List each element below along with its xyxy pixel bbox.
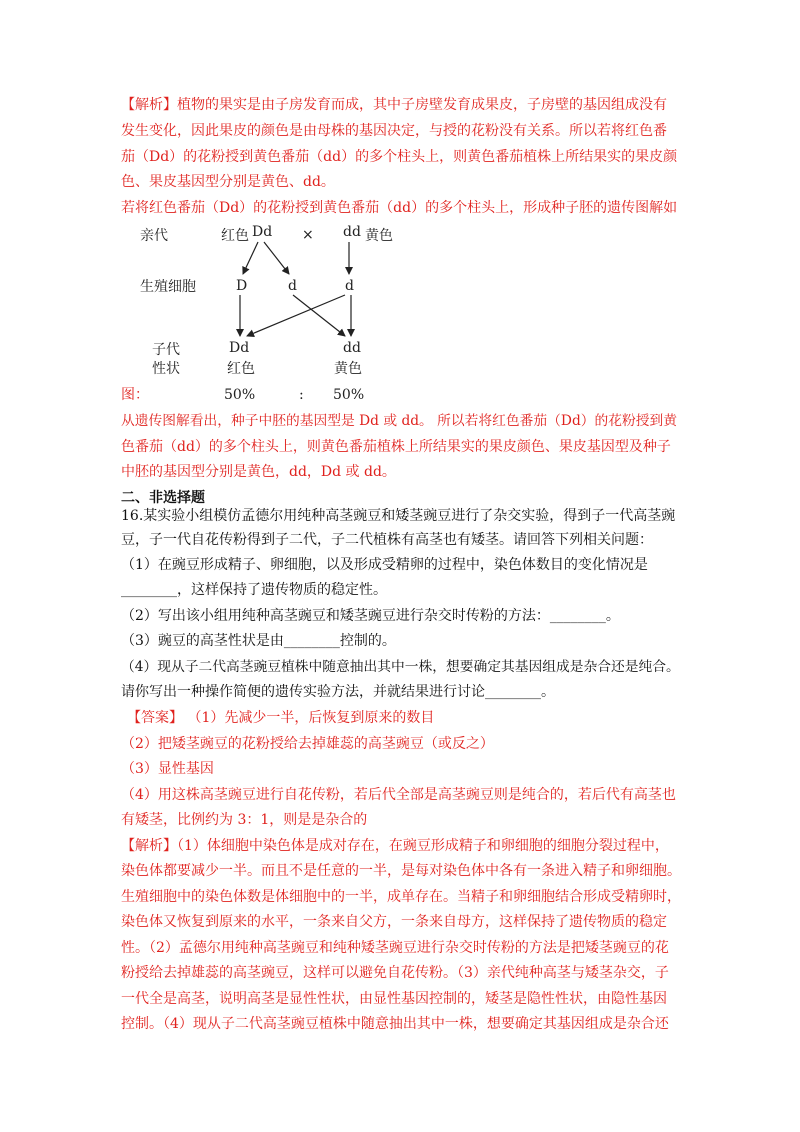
analysis1-line-1: 【解析】植物的果实是由子房发育而成，其中子房壁发育成果皮，子房壁的基因组成没有 [121,97,667,113]
answer-line-2: （2）把矮茎豌豆的花粉授给去掉雄蕊的高茎豌豆（或反之） [121,736,494,752]
parent1-genotype: Dd [252,224,273,240]
analysis3-line-8: 控制。（4）现从子二代高茎豌豆植株中随意抽出其中一株，想要确定其基因组成是杂合还 [121,1016,669,1032]
parent2-color: 黄色 [365,228,393,244]
question-line-5: （2）写出该小组用纯种高茎豌豆和矮茎豌豆进行杂交时传粉的方法：________。 [121,608,620,624]
analysis2-line-1: 从遗传图解看出，种子中胚的基因型是 Dd 或 dd。 所以若将红色番茄（Dd）的花粉授到黄 [121,413,677,429]
ratio-separator: : [299,387,304,403]
figure-label: 图： [121,387,149,403]
analysis3-line-7: 一代全是高茎，说明高茎是显性性状，由显性基因控制的，矮茎是隐性性状，由隐性基因 [121,991,667,1007]
label-parent: 亲代 [140,228,168,244]
ratio-red: 50% [224,387,256,403]
question-line-4: ________，这样保持了遗传物质的稳定性。 [121,582,387,598]
question-line-7: （4）现从子二代高茎豌豆植株中随意抽出其中一株，想要确定其基因组成是杂合还是纯合。 [121,659,680,675]
arrow-Dd-to-d [264,242,289,274]
offspring-dd: dd [343,340,361,356]
answer-line-3: （3）显性基因 [121,761,214,777]
analysis3-line-5: 性。（2）孟德尔用纯种高茎豌豆和纯种矮茎豌豆进行杂交时传粉的方法是把矮茎豌豆的花 [121,940,669,956]
label-trait: 性状 [152,361,180,377]
offspring-Dd: Dd [229,340,250,356]
answer-line-4: （4）用这株高茎豌豆进行自花传粉，若后代全部是高茎豌豆则是纯合的，若后代有高茎也 [121,787,676,803]
parent2-genotype: dd [343,224,361,240]
question-line-2: 豆，子一代自花传粉得到子二代，子二代植株有高茎也有矮茎。请回答下列相关问题： [121,532,653,548]
analysis1-line-2: 发生变化，因此果皮的颜色是由母株的基因决定，与授的花粉没有关系。所以若将红色番 [121,123,667,139]
question-line-6: （3）豌豆的高茎性状是由________控制的。 [121,633,396,649]
arrow-Dd-to-D [243,242,258,274]
gamete-D: D [236,278,248,294]
analysis1-line-5: 若将红色番茄（Dd）的花粉授到黄色番茄（dd）的多个柱头上，形成种子胚的遗传图解如 [121,200,678,216]
answer-line-5: 有矮茎，比例约为 3：1，则是是杂合的 [121,812,368,828]
analysis1-line-4: 色、果皮基因型分别是黄色、dd。 [121,174,335,190]
gamete-d-2: d [345,278,354,294]
analysis3-line-3: 生殖细胞中的染色体数是体细胞中的一半，成单存在。当精子和卵细胞结合形成受精卵时， [121,889,681,905]
analysis1-line-3: 茄（Dd）的花粉授到黄色番茄（dd）的多个柱头上，则黄色番茄植株上所结果实的果皮颜 [121,149,678,165]
ratio-yellow: 50% [333,387,365,403]
question-line-3: （1）在豌豆形成精子、卵细胞，以及形成受精卵的过程中，染色体数目的变化情况是 [121,557,648,573]
analysis3-line-2: 染色体都要减少一半。而且不是任意的一半，是每对染色体中各有一条进入精子和卵细胞。 [121,863,681,879]
question-line-8: 请你写出一种操作简便的遗传实验方法，并就结果进行讨论________。 [121,684,555,700]
analysis3-line-1: 【解析】（1）体细胞中染色体是成对存在，在豌豆形成精子和卵细胞的细胞分裂过程中， [121,838,669,854]
parent1-color: 红色 [221,228,249,244]
analysis2-line-2: 色番茄（dd）的多个柱头上，则黄色番茄植株上所结果实的果皮颜色、果皮基因型及种子 [121,439,671,455]
trait-red: 红色 [227,361,255,377]
label-gamete: 生殖细胞 [140,279,196,295]
question-line-1: 16.某实验小组模仿孟德尔用纯种高茎豌豆和矮茎豌豆进行了杂交实验，得到子一代高茎豌 [121,508,676,524]
analysis2-line-3: 中胚的基因型分别是黄色，dd，Dd 或 dd。 [121,464,396,480]
arrow-d1-to-dd [293,295,345,336]
gamete-d-1: d [288,278,297,294]
analysis3-line-6: 粉授给去掉雄蕊的高茎豌豆，这样可以避免自花传粉。（3）亲代纯种高茎与矮茎杂交，子 [121,965,669,981]
analysis3-line-4: 染色体又恢复到原来的水平，一条来自父方，一条来自母方，这样保持了遗传物质的稳定 [121,914,667,930]
label-offspring: 子代 [152,342,180,358]
cross-symbol: × [302,227,314,243]
arrow-d2-to-Dd [247,295,345,336]
trait-yellow: 黄色 [334,361,362,377]
section-title: 二、非选择题 [121,490,205,506]
answer-line-1: 【答案】 （1）先减少一半，后恢复到原来的数目 [127,710,435,726]
